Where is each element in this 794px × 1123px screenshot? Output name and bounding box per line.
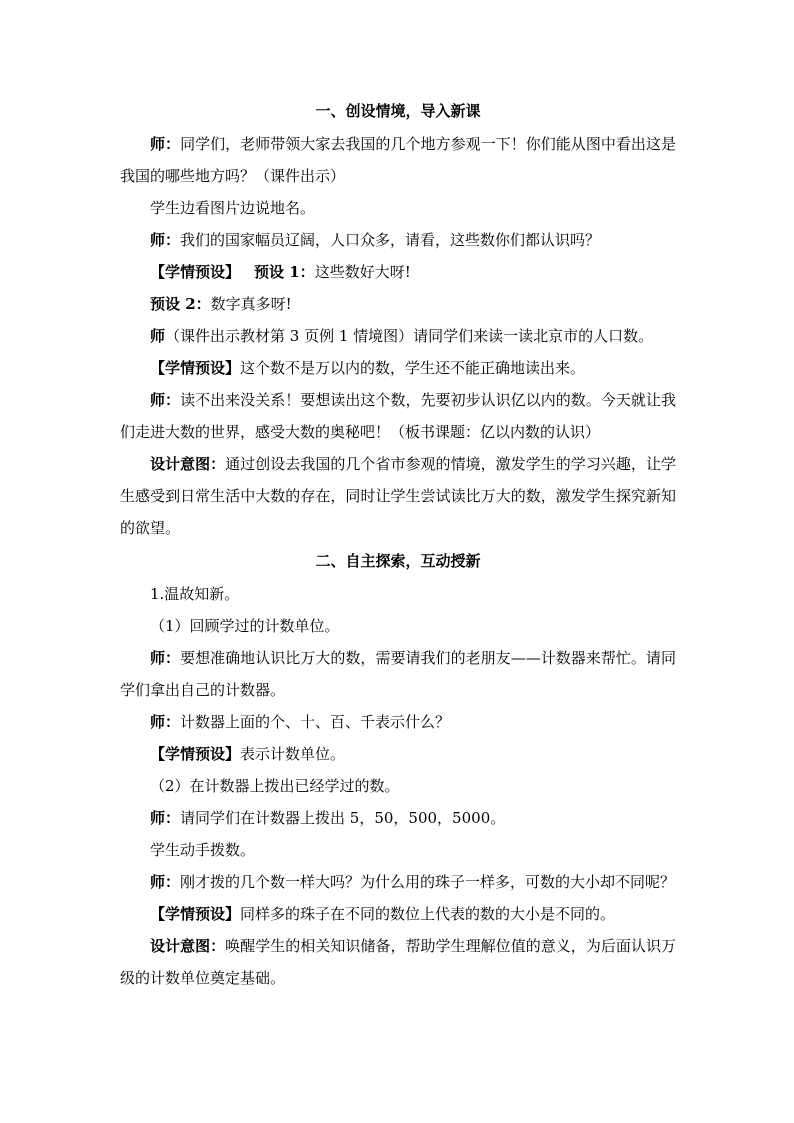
paragraph xyxy=(120,192,676,224)
paragraph-text: 这些数好大呀! xyxy=(314,263,411,281)
paragraph-text: 要想准确地认识比万大的数，需要请我们的老朋友——计数器来帮忙。请同学们拿出自己的计数器。 xyxy=(120,649,676,699)
speaker-label: 师 xyxy=(150,713,166,731)
paragraph xyxy=(120,352,676,384)
paragraph-text: 请同学们在计数器上拨出 5，50，500，5000。 xyxy=(180,809,506,827)
preset-label: 【学情预设】 xyxy=(150,745,241,763)
paragraph xyxy=(120,610,676,642)
paragraph-text: 唤醒学生的相关知识储备，帮助学生理解位值的意义，为后面认识万级的计数单位奠定基础。 xyxy=(120,937,676,987)
paragraph xyxy=(120,320,676,352)
speaker-label: 师 xyxy=(150,135,166,153)
paragraph xyxy=(120,770,676,802)
paragraph-text: （2）在计数器上拨出已经学过的数。 xyxy=(150,777,400,795)
paragraph: 设计意图：通过创设去我国的几个省市参观的情境，激发学生的学习兴趣，让学生感受到日常生活中大数的存在，同时让学生尝试读比万大的数，激发学生探究新知的欲望。 xyxy=(120,455,676,537)
paragraph xyxy=(120,256,676,288)
paragraph xyxy=(120,578,676,610)
preset-label: 【学情预设】 xyxy=(150,263,241,281)
paragraph: 师：请同学们在计数器上拨出 5，50，500，5000。 xyxy=(150,809,506,827)
paragraph-text: 我们的国家幅员辽阔，人口众多，请看，这些数你们都认识吗？ xyxy=(180,231,601,249)
paragraph-text: 数字真多呀! xyxy=(210,295,292,313)
design-intent-label: 设计意图 xyxy=(150,455,211,473)
paragraph: 师：要想准确地认识比万大的数，需要请我们的老朋友——计数器来帮忙。请同学们拿出自己的计数器。 xyxy=(120,649,676,699)
paragraph-text: 这个数不是万以内的数，学生还不能正确地读出来。 xyxy=(240,359,586,377)
paragraph-text: 学生边看图片边说地名。 xyxy=(150,199,316,217)
speaker-label: 师 xyxy=(150,231,166,249)
paragraph-text: 1.温故知新。 xyxy=(150,585,240,603)
paragraph: 师：同学们，老师带领大家去我国的几个地方参观一下！你们能从图中看出这是我国的哪些地方吗？（课件出示） xyxy=(120,135,676,185)
paragraph-text: （1）回顾学过的计数单位。 xyxy=(150,617,340,635)
paragraph xyxy=(120,738,676,770)
paragraph: 师：计数器上面的个、十、百、千表示什么？ xyxy=(150,713,451,731)
paragraph-text: 通过创设去我国的几个省市参观的情境，激发学生的学习兴趣，让学生感受到日常生活中大数的存在，同时让学生尝试读比万大的数，激发学生探究新知的欲望。 xyxy=(120,455,676,537)
document-page xyxy=(120,98,676,994)
section-heading: 一、创设情境，导入新课 xyxy=(315,102,481,120)
speaker-label: 师 xyxy=(150,649,166,667)
speaker-label: 师 xyxy=(150,873,166,891)
paragraph: 设计意图：唤醒学生的相关知识储备，帮助学生理解位值的意义，为后面认识万级的计数单位奠定基础。 xyxy=(120,937,676,987)
speaker-label: 师 xyxy=(150,809,166,827)
preset-label: 【学情预设】 xyxy=(150,359,241,377)
paragraph xyxy=(120,834,676,866)
speaker-label: 师 xyxy=(150,327,166,345)
paragraph-text: 刚才拨的几个数一样大吗？为什么用的珠子一样多，可数的大小却不同呢？ xyxy=(180,873,676,891)
paragraph-text: 学生动手拨数。 xyxy=(150,841,256,859)
design-intent-label: 设计意图 xyxy=(150,937,211,955)
preset-sub-label: 预设 1： xyxy=(254,263,315,281)
preset-sub-label: 预设 2： xyxy=(150,295,211,313)
paragraph-text: 同样多的珠子在不同的数位上代表的数的大小是不同的。 xyxy=(240,905,616,923)
paragraph xyxy=(120,898,676,930)
paragraph-text: 计数器上面的个、十、百、千表示什么？ xyxy=(180,713,451,731)
paragraph-text: 读不出来没关系！要想读出这个数，先要初步认识亿以内的数。今天就让我们走进大数的世界，感受大数的奥秘吧！（板书课题：亿以内数的认识） xyxy=(120,391,676,441)
paragraph-text: 同学们，老师带领大家去我国的几个地方参观一下！你们能从图中看出这是我国的哪些地方吗？（课件出示） xyxy=(120,135,676,185)
speaker-label: 师 xyxy=(150,391,166,409)
section-heading: 二、自主探索，互动授新 xyxy=(315,552,481,570)
paragraph xyxy=(120,288,676,320)
paragraph-text: （课件出示教材第 3 页例 1 情境图）请同学们来读一读北京市的人口数。 xyxy=(165,327,654,345)
paragraph-text: 表示计数单位。 xyxy=(240,745,346,763)
paragraph: 师：刚才拨的几个数一样大吗？为什么用的珠子一样多，可数的大小却不同呢？ xyxy=(150,873,676,891)
preset-label: 【学情预设】 xyxy=(150,905,241,923)
paragraph: 师：读不出来没关系！要想读出这个数，先要初步认识亿以内的数。今天就让我们走进大数的世界，感受大数的奥秘吧！（板书课题：亿以内数的认识） xyxy=(120,391,676,441)
paragraph: 师：我们的国家幅员辽阔，人口众多，请看，这些数你们都认识吗？ xyxy=(150,231,601,249)
